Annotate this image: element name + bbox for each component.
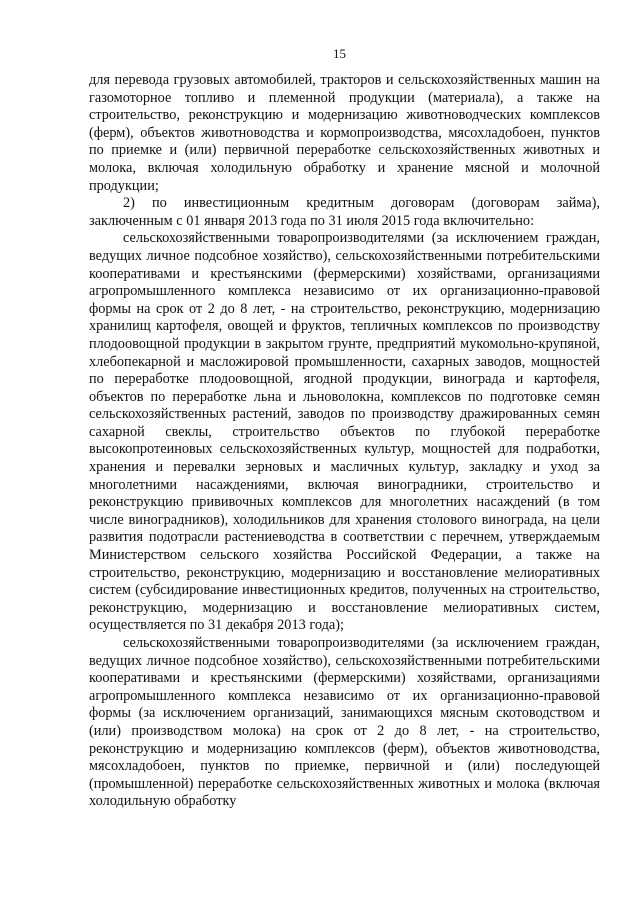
page-number: 15 [333,46,346,61]
paragraph-item-2: 2) по инвестиционным кредитным договорам (договорам займа), заключенным с 01 января 2013 года по 31 июля 2015 года включительно: [89,195,600,229]
paragraph-continuation: для перевода грузовых автомобилей, тракторов и сельскохозяйственных машин на газомоторное топливо и племенной продукции (материала), а также на строительство, реконструкцию и модернизацию животноводческих комплексов (ферм), объектов животноводства и кормопроизводства, мясохладобоен, пунктов по приемке и (или) первичной переработке сельскохозяйственных животных и молока, включая холодильную обработку и хранение мясной и молочной продукции; [89,72,600,194]
paragraph-livestock-investments: сельскохозяйственными товаропроизводителями (за исключением граждан, ведущих личное подсобное хозяйство), сельскохозяйственными потребительскими кооперативами и крестьянскими (фермерскими) хозяйствами, организациями агропромышленного комплекса независимо от их организационно-правовой формы (за исключением организаций, занимающихся мясным скотоводством и (или) производством молока) на срок от 2 до 8 лет, - на строительство, реконструкцию и модернизацию комплексов (ферм), объектов животноводства, мясохладобоен, пунктов по приемке, первичной и (или) последующей (промышленной) переработке сельскохозяйственных животных и молока (включая холодильную обработку [89,635,600,810]
paragraph-crop-investments: сельскохозяйственными товаропроизводителями (за исключением граждан, ведущих личное подсобное хозяйство), сельскохозяйственными потребительскими кооперативами и крестьянскими (фермерскими) хозяйствами, организациями агропромышленного комплекса независимо от их организационно-правовой формы на срок от 2 до 8 лет, - на строительство, реконструкцию, модернизацию хранилищ картофеля, овощей и фруктов, тепличных комплексов по производству плодоовощной продукции в закрытом грунте, предприятий мукомольно-крупяной, хлебопекарной и масложировой промышленности, сахарных заводов, мощностей по переработке плодоовощной, ягодной продукции, винограда и картофеля, объектов по переработке льна и льноволокна, комплексов по подготовке семян сельскохозяйственных растений, заводов по производству дражированных семян сахарной свеклы, строительство объектов по глубокой переработке высокопротеиновых сельскохозяйственных культур, мощностей для подработки, хранения и перевалки зерновых и масличных культур, закладку и уход за многолетними насаждениями, включая виноградники, строительство и реконструкцию прививочных комплексов для многолетних насаждений (в том числе виноградников), холодильников для хранения столового винограда, на цели развития подотрасли растениеводства в соответствии с перечнем, утверждаемым Министерством сельского хозяйства Российской Федерации, а также на строительство, реконструкцию, модернизацию и восстановление мелиоративных систем (субсидирование инвестиционных кредитов, полученных на строительство, реконструкцию, модернизацию и восстановление мелиоративных систем, осуществляется по 31 декабря 2013 года); [89,230,600,634]
